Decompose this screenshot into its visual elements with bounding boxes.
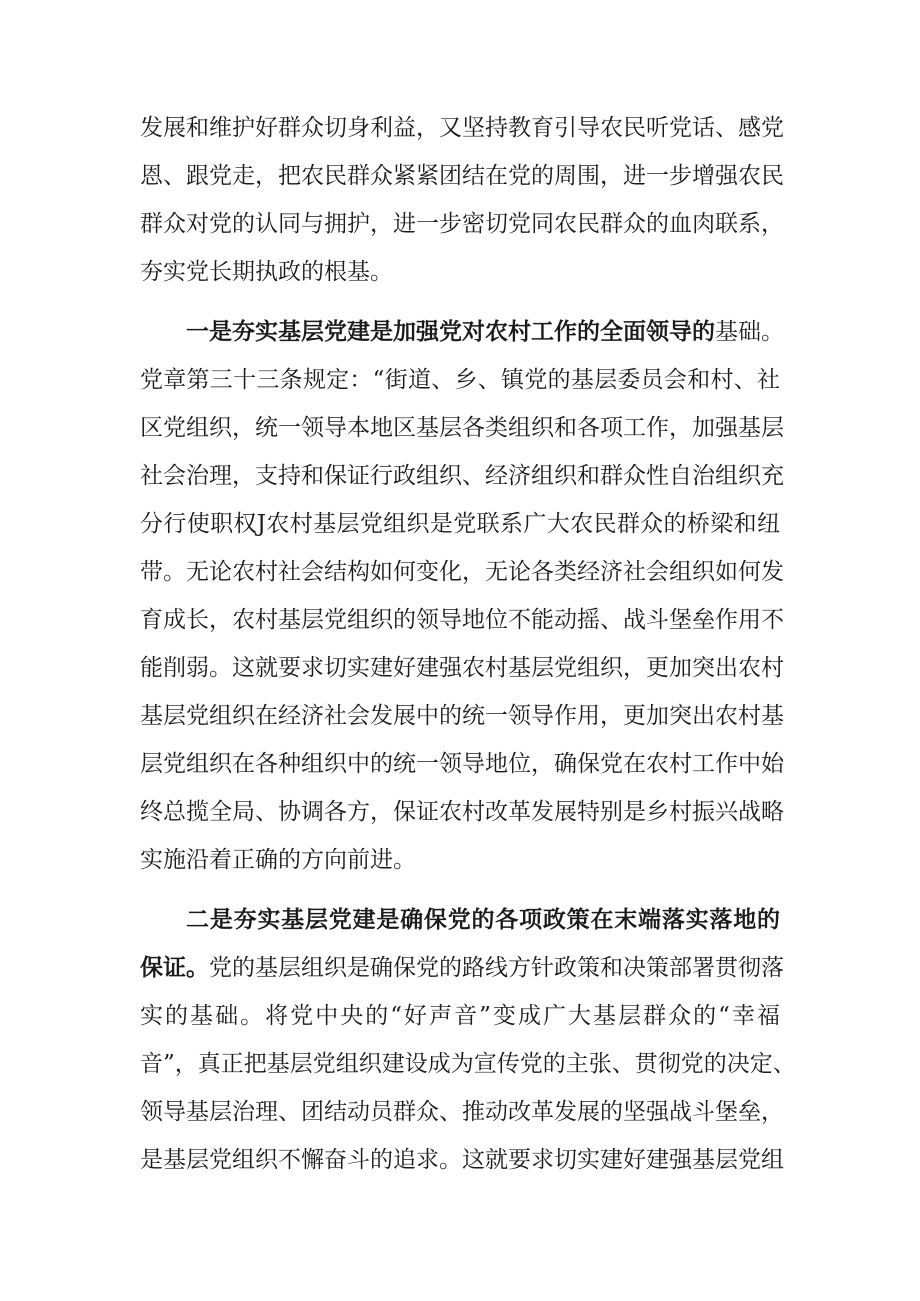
text-line: 分行使职权J农村基层党组织是党联系广大农民群众的桥梁和纽 [140, 511, 780, 537]
paragraph-heading [186, 308, 784, 356]
text-line: 领导基层治理、团结动员群众、推动改革发展的坚强战斗堡垒， [140, 1099, 784, 1125]
heading-bold-text: 一是夯实基层党建是加强党对农村工作的全面领导的 [186, 318, 715, 345]
text-line: 社会治理，支持和保证行政组织、经济组织和群众性自治组织充 [140, 463, 784, 489]
text-line: 终总揽全局、协调各方，保证农村改革发展特别是乡村振兴战略 [140, 799, 784, 825]
heading-bold-text: 保证。 [140, 954, 209, 981]
text-line: 实的基础。将党中央的“好声音”变成广大基层群众的“幸福 [140, 1003, 780, 1029]
text-line: 带。无论农村社会结构如何变化，无论各类经济社会组织如何发 [140, 559, 784, 585]
text-line: 发展和维护好群众切身利益，又坚持教育引导农民听党话、感党 [140, 115, 784, 141]
text-line: 恩、跟党走，把农民群众紧紧团结在党的周围，进一步增强农民 [140, 163, 784, 189]
paragraph-heading: 二是夯实基层党建是确保党的各项政策在末端落实落地的 [186, 906, 780, 933]
text-line: 党章第三十三条规定：“街道、乡、镇党的基层委员会和村、社 [140, 367, 780, 393]
text-line: 区党组织，统一领导本地区基层各类组织和各项工作，加强基层 [140, 415, 784, 441]
text-line: 层党组织在各种组织中的统一领导地位，确保党在农村工作中始 [140, 751, 784, 777]
text-line: 音”，真正把基层党组织建设成为宣传党的主张、贯彻党的决定、 [140, 1051, 796, 1077]
text-line: 是基层党组织不懈奋斗的追求。这就要求切实建好建强基层党组 [140, 1147, 784, 1173]
heading-tail-text: 党的基层组织是确保党的路线方针政策和决策部署贯彻落 [209, 955, 784, 981]
text-line: 实施沿着正确的方向前进。 [140, 847, 416, 873]
heading-tail-text: 基础。 [715, 319, 784, 345]
text-line: 能削弱。这就要求切实建好建强农村基层党组织，更加突出农村 [140, 655, 784, 681]
text-line: 育成长，农村基层党组织的领导地位不能动摇、战斗堡垒作用不 [140, 607, 784, 633]
text-line: 群众对党的认同与拥护，进一步密切党同农民群众的血肉联系， [140, 211, 784, 237]
text-line: 夯实党长期执政的根基。 [140, 259, 393, 285]
text-line [140, 944, 784, 992]
text-line: 基层党组织在经济社会发展中的统一领导作用，更加突出农村基 [140, 703, 784, 729]
